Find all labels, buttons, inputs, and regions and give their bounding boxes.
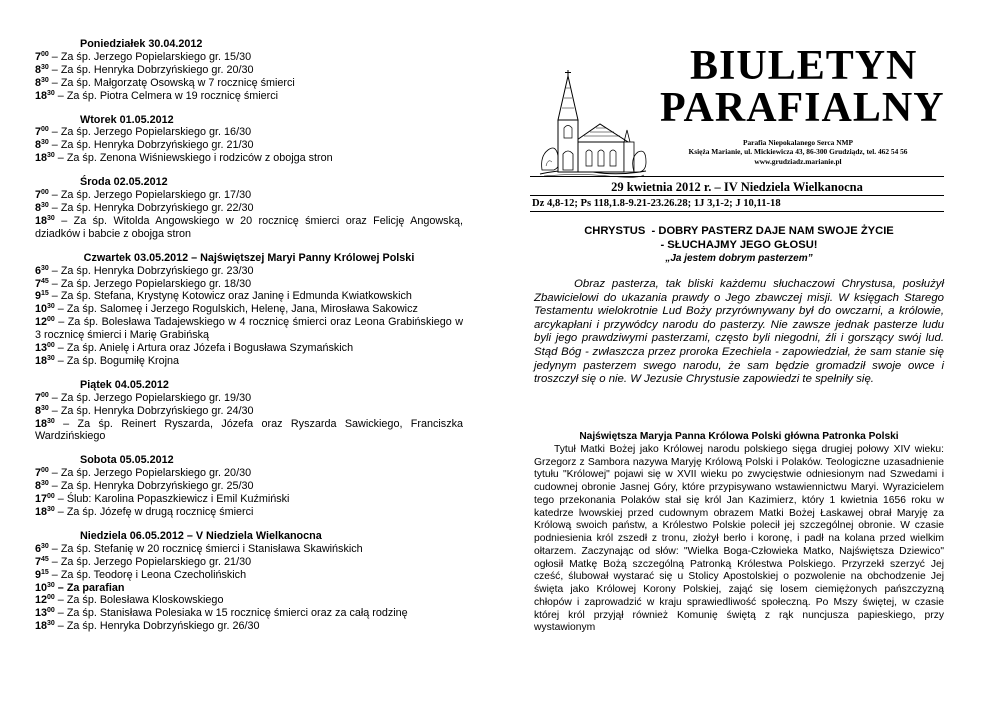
mass-intention <box>35 543 463 556</box>
mass-hour: 18 <box>35 214 48 227</box>
article1-title-line2: - SŁUCHAJMY JEGO GŁOSU! <box>660 238 818 251</box>
intention-text: – Za śp. Witolda Angowskiego w 20 rocznicę śmierci oraz Felicję Angowską, dziadków i babcie z obojga stron <box>35 214 463 240</box>
mass-intention <box>35 506 463 519</box>
intention-text: – Za śp. Jerzego Popielarskiego gr. 21/30 <box>48 555 252 568</box>
intention-text: – Za śp. Małgorzatę Osowską w 7 rocznicę śmierci <box>48 76 295 89</box>
mass-minute: 00 <box>47 594 55 602</box>
intention-text: – Ślub: Karolina Popaszkiewicz i Emil Kuźmiński <box>54 493 290 506</box>
mass-minute: 30 <box>41 139 49 147</box>
schedule-day <box>35 38 463 103</box>
parish-address: Księża Marianie, ul. Mickiewicza 43, 86-300 Grudziądz, tel. 462 54 56 <box>688 147 908 157</box>
mass-minute: 30 <box>47 89 55 97</box>
mass-intention <box>35 303 463 316</box>
schedule-day <box>35 530 463 633</box>
parish-website: www.grudziadz.marianie.pl <box>754 156 842 166</box>
mass-intention <box>35 290 463 303</box>
schedule-day-title: Piątek 04.05.2012 <box>80 378 169 391</box>
mass-hour: 7 <box>35 50 42 63</box>
mass-minute: 00 <box>47 493 55 501</box>
intention-text: – Za śp. Stefanię w 20 rocznicę śmierci i Stanisława Skawińskich <box>48 542 363 555</box>
mass-hour: 12 <box>35 316 48 329</box>
mass-intention <box>35 418 463 444</box>
mass-hour: 8 <box>35 76 42 89</box>
mass-intention <box>35 607 463 620</box>
mass-hour: 10 <box>35 303 48 316</box>
mass-intention <box>35 480 463 493</box>
mass-intention <box>35 152 463 165</box>
mass-hour: 7 <box>35 391 42 404</box>
mass-intention <box>35 594 463 607</box>
mass-minute: 30 <box>47 354 55 362</box>
mass-intention <box>35 126 463 139</box>
mass-minute: 30 <box>41 480 49 488</box>
mass-intention <box>35 265 463 278</box>
mass-intention <box>35 316 463 342</box>
intention-text: – Za śp. Henryka Dobrzyńskiego gr. 24/30 <box>48 404 254 417</box>
mass-intention <box>35 405 463 418</box>
mass-intention <box>35 582 463 595</box>
schedule-day <box>35 252 463 368</box>
mass-schedule <box>35 38 463 644</box>
mass-minute: 00 <box>41 189 49 197</box>
schedule-day <box>35 379 463 444</box>
intention-text: – Za śp. Salomeę i Jerzego Rogulskich, Helenę, Jana, Mirosława Sakowicz <box>54 303 418 316</box>
mass-minute: 00 <box>41 391 49 399</box>
mass-intention <box>35 355 463 368</box>
mass-hour: 9 <box>35 568 42 581</box>
mass-intention <box>35 90 463 103</box>
mass-minute: 30 <box>41 63 49 71</box>
mass-minute: 00 <box>47 607 55 615</box>
mass-minute: 15 <box>41 290 49 298</box>
intention-text: – Za śp. Henryka Dobrzyńskiego gr. 26/30 <box>54 620 260 633</box>
mass-hour: 10 <box>35 581 48 594</box>
mass-hour: 13 <box>35 607 48 620</box>
mass-minute: 45 <box>41 277 49 285</box>
intention-text: – Za śp. Józefę w drugą rocznicę śmierci <box>54 506 254 518</box>
mass-minute: 00 <box>41 126 49 134</box>
intention-text: – Za śp. Zenona Wiśniewskiego i rodziców z obojga stron <box>54 152 333 165</box>
mass-minute: 00 <box>47 316 55 324</box>
mass-intention <box>35 77 463 90</box>
mass-intention <box>35 342 463 355</box>
intention-text: – Za śp. Henryka Dobrzyńskiego gr. 20/30 <box>48 63 254 76</box>
mass-minute: 30 <box>47 152 55 160</box>
schedule-day <box>35 114 463 166</box>
article1-title <box>534 225 944 252</box>
mass-hour: 9 <box>35 290 42 303</box>
mass-hour: 8 <box>35 404 42 417</box>
mass-minute: 30 <box>47 417 55 425</box>
mass-hour: 12 <box>35 594 48 607</box>
mass-hour: 13 <box>35 342 48 355</box>
intention-text: – Za śp. Bogumiłę Krojna <box>54 354 180 367</box>
intention-text: – Za parafian <box>54 581 125 594</box>
dateline <box>530 176 944 212</box>
mass-minute: 15 <box>41 568 49 576</box>
parish-name: Parafia Niepokalanego Serca NMP <box>742 138 854 147</box>
mass-minute: 30 <box>47 620 55 628</box>
article2-body: Tytuł Matki Bożej jako Królowej narodu polskiego sięga drugiej połowy XIV wieku: Grzegorz z Sambora nazywa Maryję Królową Polski i Polaków. Teologiczne uzasadnienie tytułu "Królowej" pojawi się w XVII wieku po zwycięstwie odniesionym nad Szwedami i cudownej obronie Jasnej Góry, które przypisywano wstawiennictwu Maryi. Wyrazicielem tego przekonania Polaków stał się król Jan Kazimierz, który 1 kwietnia 1656 roku w katedrze lwowskiej przed cudownym obrazem Matki Bożej Łaskawej obrał Maryję za Królową swoich państw, a Królestwo Polskie polecił jej szczególnej obronie. W czasie podniesienia król zszedł z tronu, złożył berło i koronę, i padł na kolana przed wielkim ołtarzem. Zaczynając od słów: "Wielka Boga-Człowieka Matko, Najświętsza Dziewico" ogłosił Matkę Bożą szczególną Patronką Królestwa Polskiego. Przyrzekł szerzyć Jej cześć, ślubował wystarać się u Stolicy Apostolskiej o pozwolenie na obchodzenie Jej święta jako Królowej Korony Polskiej, zająć się losem ciemiężonych pańszczyzną chłopów i zaprowadzić w kraju sprawiedliwość społeczną. Po Mszy świętej, w czasie której król przyjął również Komunię świętą z rąk nuncjusza papieskiego, przy wystawionym <box>534 443 944 634</box>
mass-minute: 00 <box>47 342 55 350</box>
intention-text: – Za śp. Anielę i Artura oraz Józefa i Bogusława Szymańskich <box>54 342 354 355</box>
mass-hour: 8 <box>35 63 42 76</box>
mass-minute: 30 <box>41 404 49 412</box>
mass-intention <box>35 51 463 64</box>
mass-hour: 18 <box>35 152 48 165</box>
article-good-shepherd <box>534 225 944 387</box>
intention-text: – Za śp. Henryka Dobrzyńskiego gr. 23/30 <box>48 264 254 277</box>
mass-minute: 30 <box>47 214 55 222</box>
mass-hour: 7 <box>35 126 42 139</box>
schedule-day-title: Środa 02.05.2012 <box>80 176 168 189</box>
intention-text: – Za śp. Jerzego Popielarskiego gr. 18/30 <box>48 277 252 290</box>
mass-hour: 7 <box>35 277 42 290</box>
intention-text: – Za śp. Jerzego Popielarskiego gr. 17/30 <box>48 189 252 202</box>
mass-hour: 7 <box>35 555 42 568</box>
schedule-day <box>35 176 463 241</box>
parish-info <box>658 138 938 166</box>
schedule-day-title: Niedziela 06.05.2012 – V Niedziela Wielkanocna <box>80 529 322 542</box>
mass-hour: 8 <box>35 139 42 152</box>
mass-minute: 30 <box>47 506 55 513</box>
intention-text: – Za śp. Stanisława Polesiaka w 15 rocznicę śmierci oraz za całą rodzinę <box>54 607 408 620</box>
mass-intention <box>35 620 463 633</box>
mass-intention <box>35 139 463 152</box>
mass-hour: 8 <box>35 201 42 214</box>
intention-text: – Za śp. Bolesława Tadajewskiego w 4 rocznicę śmierci oraz Leona Grabińskiego w 3 rocznicę śmierci i Marię Grabińską <box>35 316 463 342</box>
mass-intention <box>35 202 463 215</box>
mass-minute: 30 <box>47 581 55 589</box>
mass-hour: 18 <box>35 417 48 430</box>
intention-text: – Za śp. Jerzego Popielarskiego gr. 19/30 <box>48 391 252 404</box>
intention-text: – Za śp. Bolesława Kloskowskiego <box>54 594 224 607</box>
mass-hour: 8 <box>35 480 42 493</box>
bulletin-header <box>530 34 950 174</box>
mass-minute: 30 <box>41 542 49 550</box>
intention-text: – Za śp. Henryka Dobrzyńskiego gr. 25/30 <box>48 480 254 493</box>
mass-hour: 7 <box>35 467 42 480</box>
mass-hour: 18 <box>35 89 48 102</box>
schedule-day-title: Poniedziałek 30.04.2012 <box>80 38 203 50</box>
bulletin-title-line2: PARAFIALNY <box>660 85 945 131</box>
mass-minute: 30 <box>47 303 55 311</box>
intention-text: – Za śp. Teodorę i Leona Czecholińskich <box>48 568 247 581</box>
mass-minute: 30 <box>41 201 49 209</box>
mass-intention <box>35 64 463 77</box>
schedule-day <box>35 454 463 519</box>
mass-hour: 7 <box>35 189 42 202</box>
mass-minute: 30 <box>41 76 49 84</box>
mass-hour: 6 <box>35 542 42 555</box>
intention-text: – Za śp. Jerzego Popielarskiego gr. 16/30 <box>48 126 252 139</box>
intention-text: – Za śp. Stefana, Krystynę Kotowicz oraz Janinę i Edmunda Kwiatkowskich <box>48 290 412 303</box>
intention-text: – Za śp. Reinert Ryszarda, Józefa oraz Ryszarda Sawickiego, Franciszka Wardzińskiego <box>35 417 463 443</box>
schedule-day-title: Wtorek 01.05.2012 <box>80 113 174 126</box>
article-queen-of-poland <box>534 431 944 635</box>
intention-text: – Za śp. Henryka Dobrzyńskiego gr. 21/30 <box>48 139 254 152</box>
mass-intention <box>35 278 463 291</box>
church-drawing-icon <box>538 70 648 180</box>
issue-date: 29 kwietnia 2012 r. – IV Niedziela Wielkanocna <box>611 180 863 194</box>
mass-minute: 00 <box>41 467 49 475</box>
mass-minute: 45 <box>41 555 49 563</box>
mass-intention <box>35 392 463 405</box>
article1-title-line1: CHRYSTUS - DOBRY PASTERZ DAJE NAM SWOJE ŻYCIE <box>584 225 894 237</box>
mass-hour: 6 <box>35 264 42 277</box>
mass-intention <box>35 556 463 569</box>
article1-body: Obraz pasterza, tak bliski każdemu słuchaczowi Chrystusa, posłużył Zbawicielowi do ukazania prawdy o Jego zbawczej misji. W księgach Starego Testamentu wielokrotnie Lud Boży przyrównywany był do owczarni, a królowie, arcykapłani i przywódcy narodu do pasterzy. Nie zawsze jednak pasterze ludu byli jego prawdziwymi pasterzami, często byli niegodni, źli i gorszący swój lud. Stąd Bóg - zwłaszcza przez proroka Ezechiela - zapowiedział, że sam stanie się jedynym pasterzem swego narodu, że sam będzie gromadził swoje owce i troszczył się o nie. W Jezusie Chrystusie zapowiedzi te spełniły się. <box>534 278 944 386</box>
mass-intention <box>35 493 463 506</box>
mass-hour: 17 <box>35 493 48 506</box>
intention-text: – Za śp. Piotra Celmera w 19 rocznicę śmierci <box>54 89 279 102</box>
article2-title: Najświętsza Maryja Panna Królowa Polski główna Patronka Polski <box>579 431 899 442</box>
mass-intention <box>35 569 463 582</box>
mass-intention <box>35 467 463 480</box>
intention-text: – Za śp. Jerzego Popielarskiego gr. 20/30 <box>48 467 252 480</box>
article1-subtitle: „Ja jestem dobrym pasterzem” <box>665 253 813 264</box>
intention-text: – Za śp. Henryka Dobrzyńskiego gr. 22/30 <box>48 201 254 214</box>
schedule-day-title: Sobota 05.05.2012 <box>80 454 174 467</box>
mass-hour: 18 <box>35 620 48 633</box>
mass-minute: 30 <box>41 264 49 272</box>
intention-text: – Za śp. Jerzego Popielarskiego gr. 15/30 <box>48 50 252 63</box>
mass-intention <box>35 215 463 241</box>
mass-hour: 18 <box>35 506 48 518</box>
mass-intention <box>35 189 463 202</box>
readings: Dz 4,8-12; Ps 118,1.8-9.21-23.26.28; 1J 3,1-2; J 10,11-18 <box>530 195 944 212</box>
mass-hour: 18 <box>35 354 48 367</box>
mass-minute: 00 <box>41 50 49 58</box>
schedule-day-title: Czwartek 03.05.2012 – Najświętszej Maryi Panny Królowej Polski <box>83 251 415 264</box>
bulletin-title-line1: BIULETYN <box>690 43 918 89</box>
